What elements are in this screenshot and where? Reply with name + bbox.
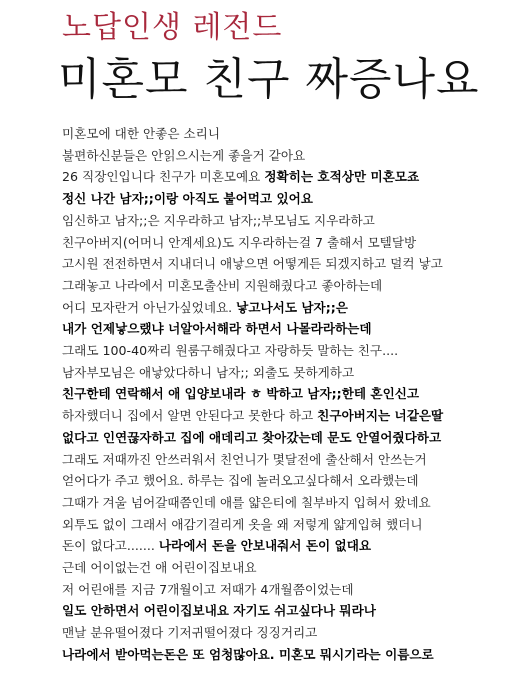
line-text: 그래도 저때까진 안쓰러워서 친언니가 몇달전에 출산해서 안쓰는거 <box>62 451 427 467</box>
post-line <box>62 123 522 145</box>
post-line <box>62 492 522 514</box>
post-line <box>62 145 522 167</box>
line-text: 임신하고 남자;;은 지우라하고 남자;;부모님도 지우라하고 <box>62 212 375 228</box>
post-line <box>62 362 522 384</box>
line-text: 26 직장인입니다 친구가 미혼모예요 <box>62 169 265 185</box>
post-line <box>62 470 522 492</box>
line-text: 저 어린애를 지금 7개월이고 저때가 4개월쯤이었는데 <box>62 581 354 597</box>
line-emphasis: 나라에서 돈을 안보내줘서 돈이 없대요 <box>158 538 372 554</box>
line-emphasis: 정확히는 호적상만 미혼모죠 <box>264 169 420 185</box>
line-text: 맨날 분유떨어졌다 기저귀떨어졌다 징징거리고 <box>62 625 318 641</box>
line-text: 근데 어이없는건 애 어린이집보내요 <box>62 560 257 576</box>
post-line <box>62 210 522 232</box>
line-text: 외투도 없이 그래서 애감기걸리게 옷을 왜 저렇게 얇게입혀 했더니 <box>62 516 423 532</box>
line-emphasis: 나라에서 받아먹는돈은 또 엄청많아요. 미혼모 뭐시기라는 이름으로 <box>62 646 434 662</box>
line-text: 고시원 전전하면서 지내더니 애낳으면 어떻게든 되겠지하고 덜컥 낳고 <box>62 256 443 272</box>
brand-title: 노답인생 레전드 <box>62 10 283 45</box>
line-emphasis: 내가 언제낳으랬냐 너알아서해라 하면서 나몰라라하는데 <box>62 321 372 337</box>
line-emphasis: 정신 나간 남자;;이랑 아직도 붙어먹고 있어요 <box>62 191 313 207</box>
post-line <box>62 383 522 405</box>
post-line <box>62 166 522 188</box>
post-line <box>62 579 522 601</box>
post-line <box>62 318 522 340</box>
line-text: 남자부모님은 애낳았다하니 남자;; 외출도 못하게하고 <box>62 364 355 380</box>
line-text: 그래놓고 나라에서 미혼모출산비 지원해줬다고 좋아하는데 <box>62 277 383 293</box>
post-line <box>62 405 522 427</box>
line-emphasis: 친구한테 연락해서 애 입양보내라 ㅎ 박하고 남자;;한테 혼인신고 <box>62 386 420 402</box>
post-line <box>62 514 522 536</box>
line-emphasis: 없다고 인연끊자하고 집에 애데리고 찾아갔는데 문도 안열어줬다하고 <box>62 429 442 445</box>
line-text: 그때가 겨울 넘어갈때쯤인데 애를 얇은티에 칠부바지 입혀서 왔네요 <box>62 494 431 510</box>
line-text: 얻어다가 주고 했어요. 하루는 집에 놀러오고싶다해서 오라했는데 <box>62 473 419 489</box>
post-line <box>62 644 522 666</box>
post-line <box>62 535 522 557</box>
post-body <box>62 123 522 666</box>
page-title: 미혼모 친구 짜증나요 <box>58 54 480 105</box>
line-emphasis: 일도 안하면서 어린이집보내요 자기도 쉬고싶다나 뭐라나 <box>62 603 376 619</box>
post-line <box>62 340 522 362</box>
line-text: 친구아버지(어머니 안계세요)도 지우라하는걸 7 출해서 모텔달방 <box>62 234 417 250</box>
line-text: 미혼모에 대한 안좋은 소리니 <box>62 126 220 141</box>
line-text: 돈이 없다고....... <box>62 538 159 554</box>
post-line <box>62 557 522 579</box>
line-emphasis: 낳고나서도 남자;;은 <box>236 299 348 315</box>
post-line <box>62 427 522 449</box>
line-text: 불편하신분들은 안읽으시는게 좋을거 같아요 <box>62 147 306 163</box>
post-line <box>62 232 522 254</box>
post-line <box>62 449 522 471</box>
line-emphasis: 친구아버지는 너같은딸 <box>317 408 444 424</box>
post-line <box>62 253 522 275</box>
line-text: 그래도 100-40짜리 원룸구해줬다고 자랑하듯 말하는 친구.... <box>62 343 399 359</box>
line-text: 하자했더니 집에서 알면 안된다고 못한다 하고 <box>62 408 318 424</box>
post-line <box>62 297 522 319</box>
post-line <box>62 600 522 622</box>
line-text: 어디 모자란거 아닌가싶었네요. <box>62 299 237 315</box>
post-line <box>62 622 522 644</box>
post-line <box>62 275 522 297</box>
post-line <box>62 188 522 210</box>
